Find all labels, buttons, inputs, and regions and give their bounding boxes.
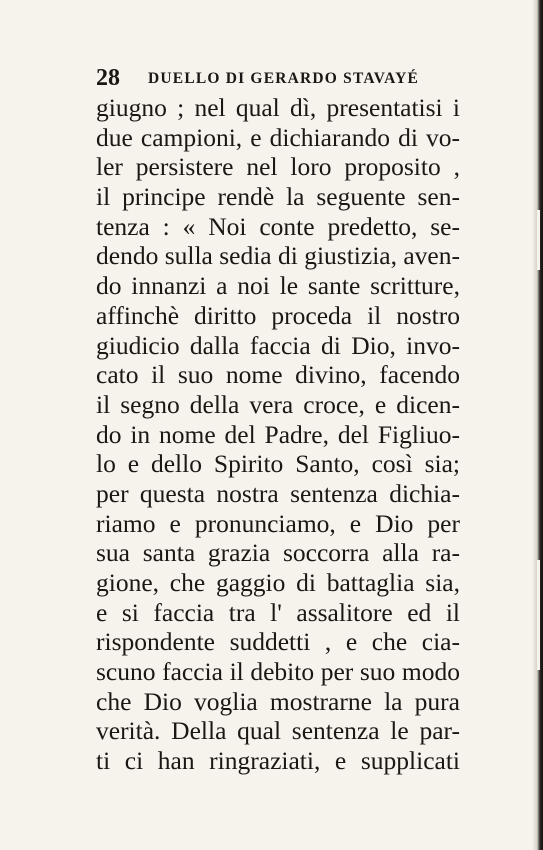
text-line: tenza : « Noi conte predetto, se- [96, 211, 460, 241]
text-line: e si faccia tra l' assalitore ed il [96, 597, 460, 627]
text-line: verità. Della qual sentenza le par- [96, 716, 460, 746]
text-line: che Dio voglia mostrarne la pura [96, 686, 460, 716]
text-line: lo e dello Spirito Santo, così sia; [96, 449, 460, 479]
text-line: rispondente suddetti , e che cia- [96, 627, 460, 657]
text-line: do innanzi a noi le sante scritture, [96, 271, 460, 301]
text-line: ler persistere nel loro proposito , [96, 152, 460, 182]
text-line: per questa nostra sentenza dichia- [96, 478, 460, 508]
text-line: riamo e pronunciamo, e Dio per [96, 508, 460, 538]
text-line: sua santa grazia soccorra alla ra- [96, 538, 460, 568]
page-header [96, 64, 466, 92]
text-line: il segno della vera croce, e dicen- [96, 389, 460, 419]
page-number: 28 [96, 65, 120, 91]
text-line: giugno ; nel qual dì, presentatisi i [96, 93, 460, 122]
text-line: ti ci han ringraziati, e supplicati [96, 746, 460, 776]
text-line: il principe rendè la seguente sen- [96, 182, 460, 212]
text-line: cato il suo nome divino, facendo [96, 360, 460, 390]
text-line: dendo sulla sedia di giustizia, aven- [96, 241, 460, 271]
text-line: due campioni, e dichiarando di vo- [96, 122, 460, 152]
text-line: giudicio dalla faccia di Dio, invo- [96, 330, 460, 360]
body-text [96, 93, 460, 776]
text-line: do in nome del Padre, del Figliuo- [96, 419, 460, 449]
running-head: DUELLO DI GERARDO STAVAYÉ [148, 70, 420, 87]
text-line: affinchè diritto proceda il nostro [96, 300, 460, 330]
text-line: scuno faccia il debito per suo modo [96, 657, 460, 687]
page-edge-shadow [533, 0, 543, 850]
text-line: gione, che gaggio di battaglia sia, [96, 568, 460, 597]
